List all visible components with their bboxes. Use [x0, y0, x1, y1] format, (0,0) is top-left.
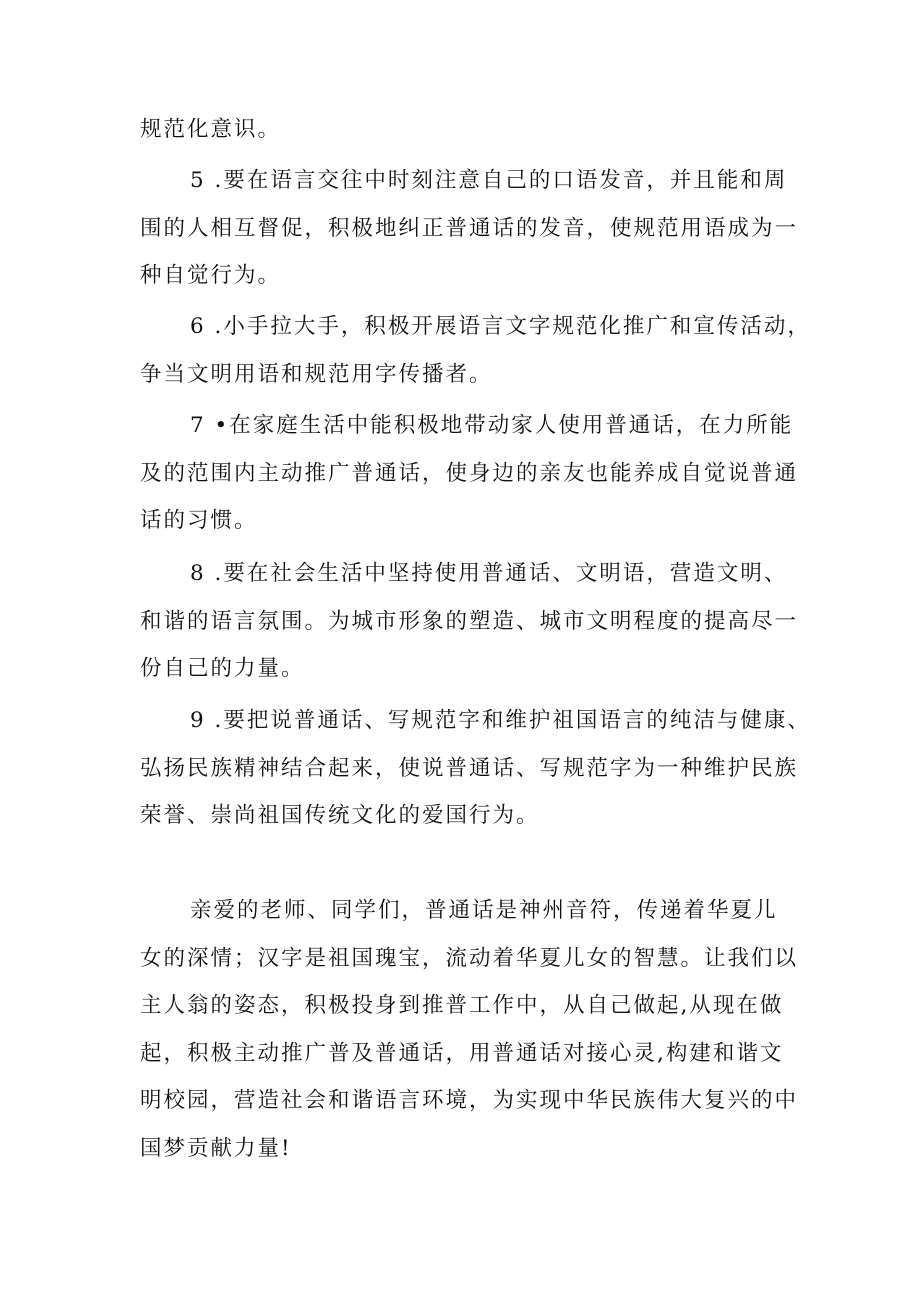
text-line: 主人翁的姿态，积极投身到推普工作中，从自己做起,从现在做	[140, 993, 784, 1018]
text-line: 7 •在家庭生活中能积极地带动家人使用普通话，在力所能	[190, 413, 794, 438]
text-line: 荣誉、崇尚祖国传统文化的爱国行为。	[140, 803, 540, 828]
text-line: 9 .要把说普通话、写规范字和维护祖国语言的纯洁与健康、	[190, 708, 811, 733]
text-line: 及的范围内主动推广普通话，使身边的亲友也能养成自觉说普通	[140, 460, 799, 486]
text-line: 8 .要在社会生活中坚持使用普通话、文明语，营造文明、	[190, 561, 788, 586]
text-line: 和谐的语言氛围。为城市形象的塑造、城市文明程度的提高尽一	[140, 608, 799, 634]
text-line: 围的人相互督促，积极地纠正普通话的发音，使规范用语成为一	[140, 215, 799, 241]
paragraph-continuation	[140, 106, 800, 154]
paragraph-item-7	[140, 402, 800, 545]
paragraph-item-5	[140, 157, 800, 300]
text-line: 5 .要在语言交往中时刻注意自己的口语发音，并且能和周	[190, 168, 788, 193]
text-line: 亲爱的老师、同学们，普通话是神州音符，传递着华夏儿	[190, 898, 778, 923]
text-line: 规范化意识。	[140, 117, 282, 142]
paragraph-item-8	[140, 550, 800, 693]
text-line: 起，积极主动推广普及普通话，用普通话对接心灵,构建和谐文	[140, 1040, 784, 1066]
text-line: 争当文明用语和规范用字传播者。	[140, 361, 493, 387]
paragraph-item-9	[140, 697, 811, 840]
paragraph-item-6	[140, 303, 811, 398]
paragraph-closing	[140, 887, 800, 1172]
text-line: 明校园，营造社会和谐语言环境，为实现中华民族伟大复兴的中	[140, 1088, 799, 1113]
text-line: 女的深情；汉字是祖国瑰宝，流动着华夏儿女的智慧。让我们以	[140, 945, 799, 971]
text-line: 国梦贡献力量!	[140, 1135, 292, 1161]
text-line: 6 .小手拉大手，积极开展语言文字规范化推广和宣传活动，	[190, 314, 811, 339]
text-line: 份自己的力量。	[140, 656, 305, 681]
text-line: 种自觉行为。	[140, 263, 282, 288]
text-line: 话的习惯。	[140, 508, 258, 533]
text-line: 弘扬民族精神结合起来，使说普通话、写规范字为一种维护民族	[140, 755, 799, 781]
